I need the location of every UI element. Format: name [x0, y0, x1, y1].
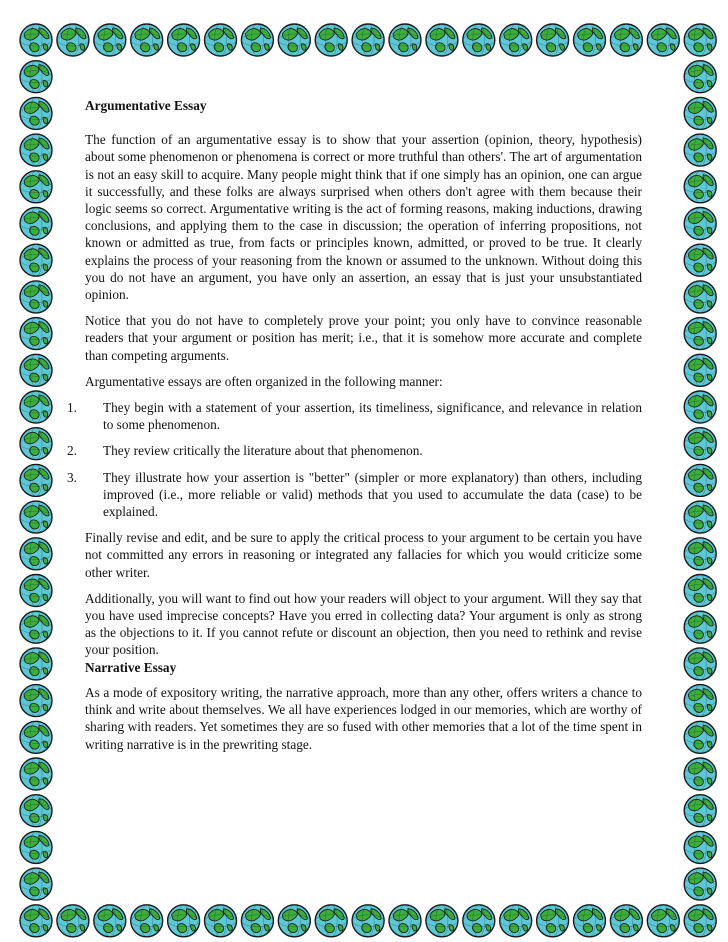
- globe-icon: [684, 648, 716, 680]
- globe-icon: [500, 24, 532, 56]
- globe-icon: [463, 24, 495, 56]
- globe-icon: [426, 905, 458, 937]
- globe-icon: [131, 24, 163, 56]
- globe-icon: [684, 391, 716, 423]
- globe-icon: [684, 501, 716, 533]
- paragraph-4: Finally revise and edit, and be sure to apply the critical process to your argument to be certain you have not committed any errors in reasoning or integrated any fallacies for which you would criticize some other writer.: [85, 530, 642, 580]
- globe-icon: [20, 244, 52, 276]
- globe-icon: [389, 905, 421, 937]
- globe-icon: [463, 905, 495, 937]
- globe-icon: [647, 905, 679, 937]
- globe-icon: [684, 721, 716, 753]
- section-title-argumentative: Argumentative Essay: [85, 98, 207, 113]
- globe-icon: [500, 905, 532, 937]
- globe-icon: [684, 354, 716, 386]
- globe-icon: [20, 868, 52, 900]
- globe-icon: [684, 134, 716, 166]
- globe-icon: [20, 721, 52, 753]
- globe-icon: [20, 208, 52, 240]
- globe-icon: [684, 538, 716, 570]
- globe-icon: [20, 501, 52, 533]
- globe-icon: [315, 24, 347, 56]
- globe-icon: [684, 611, 716, 643]
- globe-icon: [574, 24, 606, 56]
- globe-icon: [684, 428, 716, 460]
- globe-icon: [20, 648, 52, 680]
- globe-icon: [684, 758, 716, 790]
- globe-icon: [94, 24, 126, 56]
- globe-icon: [20, 905, 52, 937]
- globe-icon: [684, 575, 716, 607]
- globe-icon: [684, 244, 716, 276]
- globe-icon: [684, 61, 716, 93]
- globe-icon: [20, 428, 52, 460]
- globe-icon: [315, 905, 347, 937]
- globe-icon: [205, 24, 237, 56]
- globe-icon: [684, 171, 716, 203]
- globe-icon: [20, 318, 52, 350]
- globe-icon: [20, 61, 52, 93]
- list-item: 2. They review critically the literature about that phenomenon.: [67, 443, 423, 459]
- paragraph-1: The function of an argumentative essay is to show that your assertion (opinion, theory, hypothesis) about some phenomenon or phenomena is correct or more truthful than others'. The art of argumentation is not an easy skill to acquire. Many people might think that if one simply has an opinion, one can argue it successfully, and these folks are always surprised when others don't agree with them because their logic seems so correct. Argumentative writing is the act of forming reasons, making inductions, drawing conclusions, and applying them to the case in discussion; the operation of inferring propositions, not known or admitted as true, from facts or principles known, admitted, or proved to be true. It clearly explains the process of your reasoning from the known or assumed to the unknown. Without doing this you do not have an argument, you have only an assertion, an essay that is just your unsubstantiated opinion.: [85, 132, 642, 303]
- globe-icon: [168, 24, 200, 56]
- globe-icon: [20, 464, 52, 496]
- globe-icon: [20, 538, 52, 570]
- globe-icon: [684, 24, 716, 56]
- list-item: 3. They illustrate how your assertion is "better" (simpler or more explanatory) than others, including improved (i.e., more reliable or valid) methods that you used to accumulate the data (case) to be explained.: [67, 469, 642, 520]
- globe-icon: [168, 905, 200, 937]
- globe-icon: [610, 905, 642, 937]
- paragraph-5: Additionally, you will want to find out how your readers will object to your argument. Will they say that you have used imprecise concepts? Have you erred in collecting data? Your argument is only as strong as the objections to it. If you cannot refute or discount an objection, then you need to rethink and revise your position.: [85, 590, 642, 658]
- globe-icon: [131, 905, 163, 937]
- globe-icon: [352, 905, 384, 937]
- globe-icon: [684, 464, 716, 496]
- globe-icon: [684, 905, 716, 937]
- globe-icon: [426, 24, 458, 56]
- globe-icon: [574, 905, 606, 937]
- globe-icon: [94, 905, 126, 937]
- section-title-narrative: Narrative Essay: [85, 659, 177, 675]
- globe-icon: [684, 868, 716, 900]
- globe-icon: [684, 831, 716, 863]
- paragraph-6: As a mode of expository writing, the narrative approach, more than any other, offers writers a chance to think and write about themselves. We all have experiences lodged in our memories, which are worthy of sharing with readers. Yet sometimes they are so fused with other memories that a lot of the time spent in writing narrative is in the prewriting stage.: [85, 684, 642, 752]
- globe-icon: [647, 24, 679, 56]
- list-item: 1. They begin with a statement of your assertion, its timeliness, significance, and relevance in relation to some phenomenon.: [67, 400, 642, 433]
- globe-icon: [57, 905, 89, 937]
- globe-icon: [20, 758, 52, 790]
- globe-icon: [610, 24, 642, 56]
- globe-icon: [537, 24, 569, 56]
- globe-icon: [20, 354, 52, 386]
- globe-icon: [20, 831, 52, 863]
- globe-icon: [537, 905, 569, 937]
- globe-icon: [20, 171, 52, 203]
- globe-icon: [20, 391, 52, 423]
- globe-icon: [684, 208, 716, 240]
- paragraph-3: Argumentative essays are often organized in the following manner:: [85, 373, 443, 389]
- globe-icon: [684, 685, 716, 717]
- globe-icon: [20, 611, 52, 643]
- globe-icon: [684, 318, 716, 350]
- globe-icon: [20, 97, 52, 129]
- globe-icon: [278, 905, 310, 937]
- globe-icon: [20, 24, 52, 56]
- document-body: [67, 97, 642, 753]
- globe-icon: [205, 905, 237, 937]
- globe-icon: [278, 24, 310, 56]
- globe-icon: [20, 281, 52, 313]
- globe-icon: [684, 795, 716, 827]
- globe-icon: [684, 281, 716, 313]
- globe-icon: [57, 24, 89, 56]
- globe-icon: [20, 134, 52, 166]
- globe-icon: [684, 97, 716, 129]
- paragraph-2: Notice that you do not have to completely prove your point; you only have to convince reasonable readers that your argument or position has merit; i.e., that it is somehow more accurate and complete than competing arguments.: [85, 313, 642, 363]
- globe-icon: [352, 24, 384, 56]
- globe-icon: [20, 795, 52, 827]
- globe-icon: [241, 905, 273, 937]
- organization-list: [67, 399, 642, 520]
- globe-icon: [389, 24, 421, 56]
- globe-icon: [20, 575, 52, 607]
- globe-icon: [241, 24, 273, 56]
- globe-icon: [20, 685, 52, 717]
